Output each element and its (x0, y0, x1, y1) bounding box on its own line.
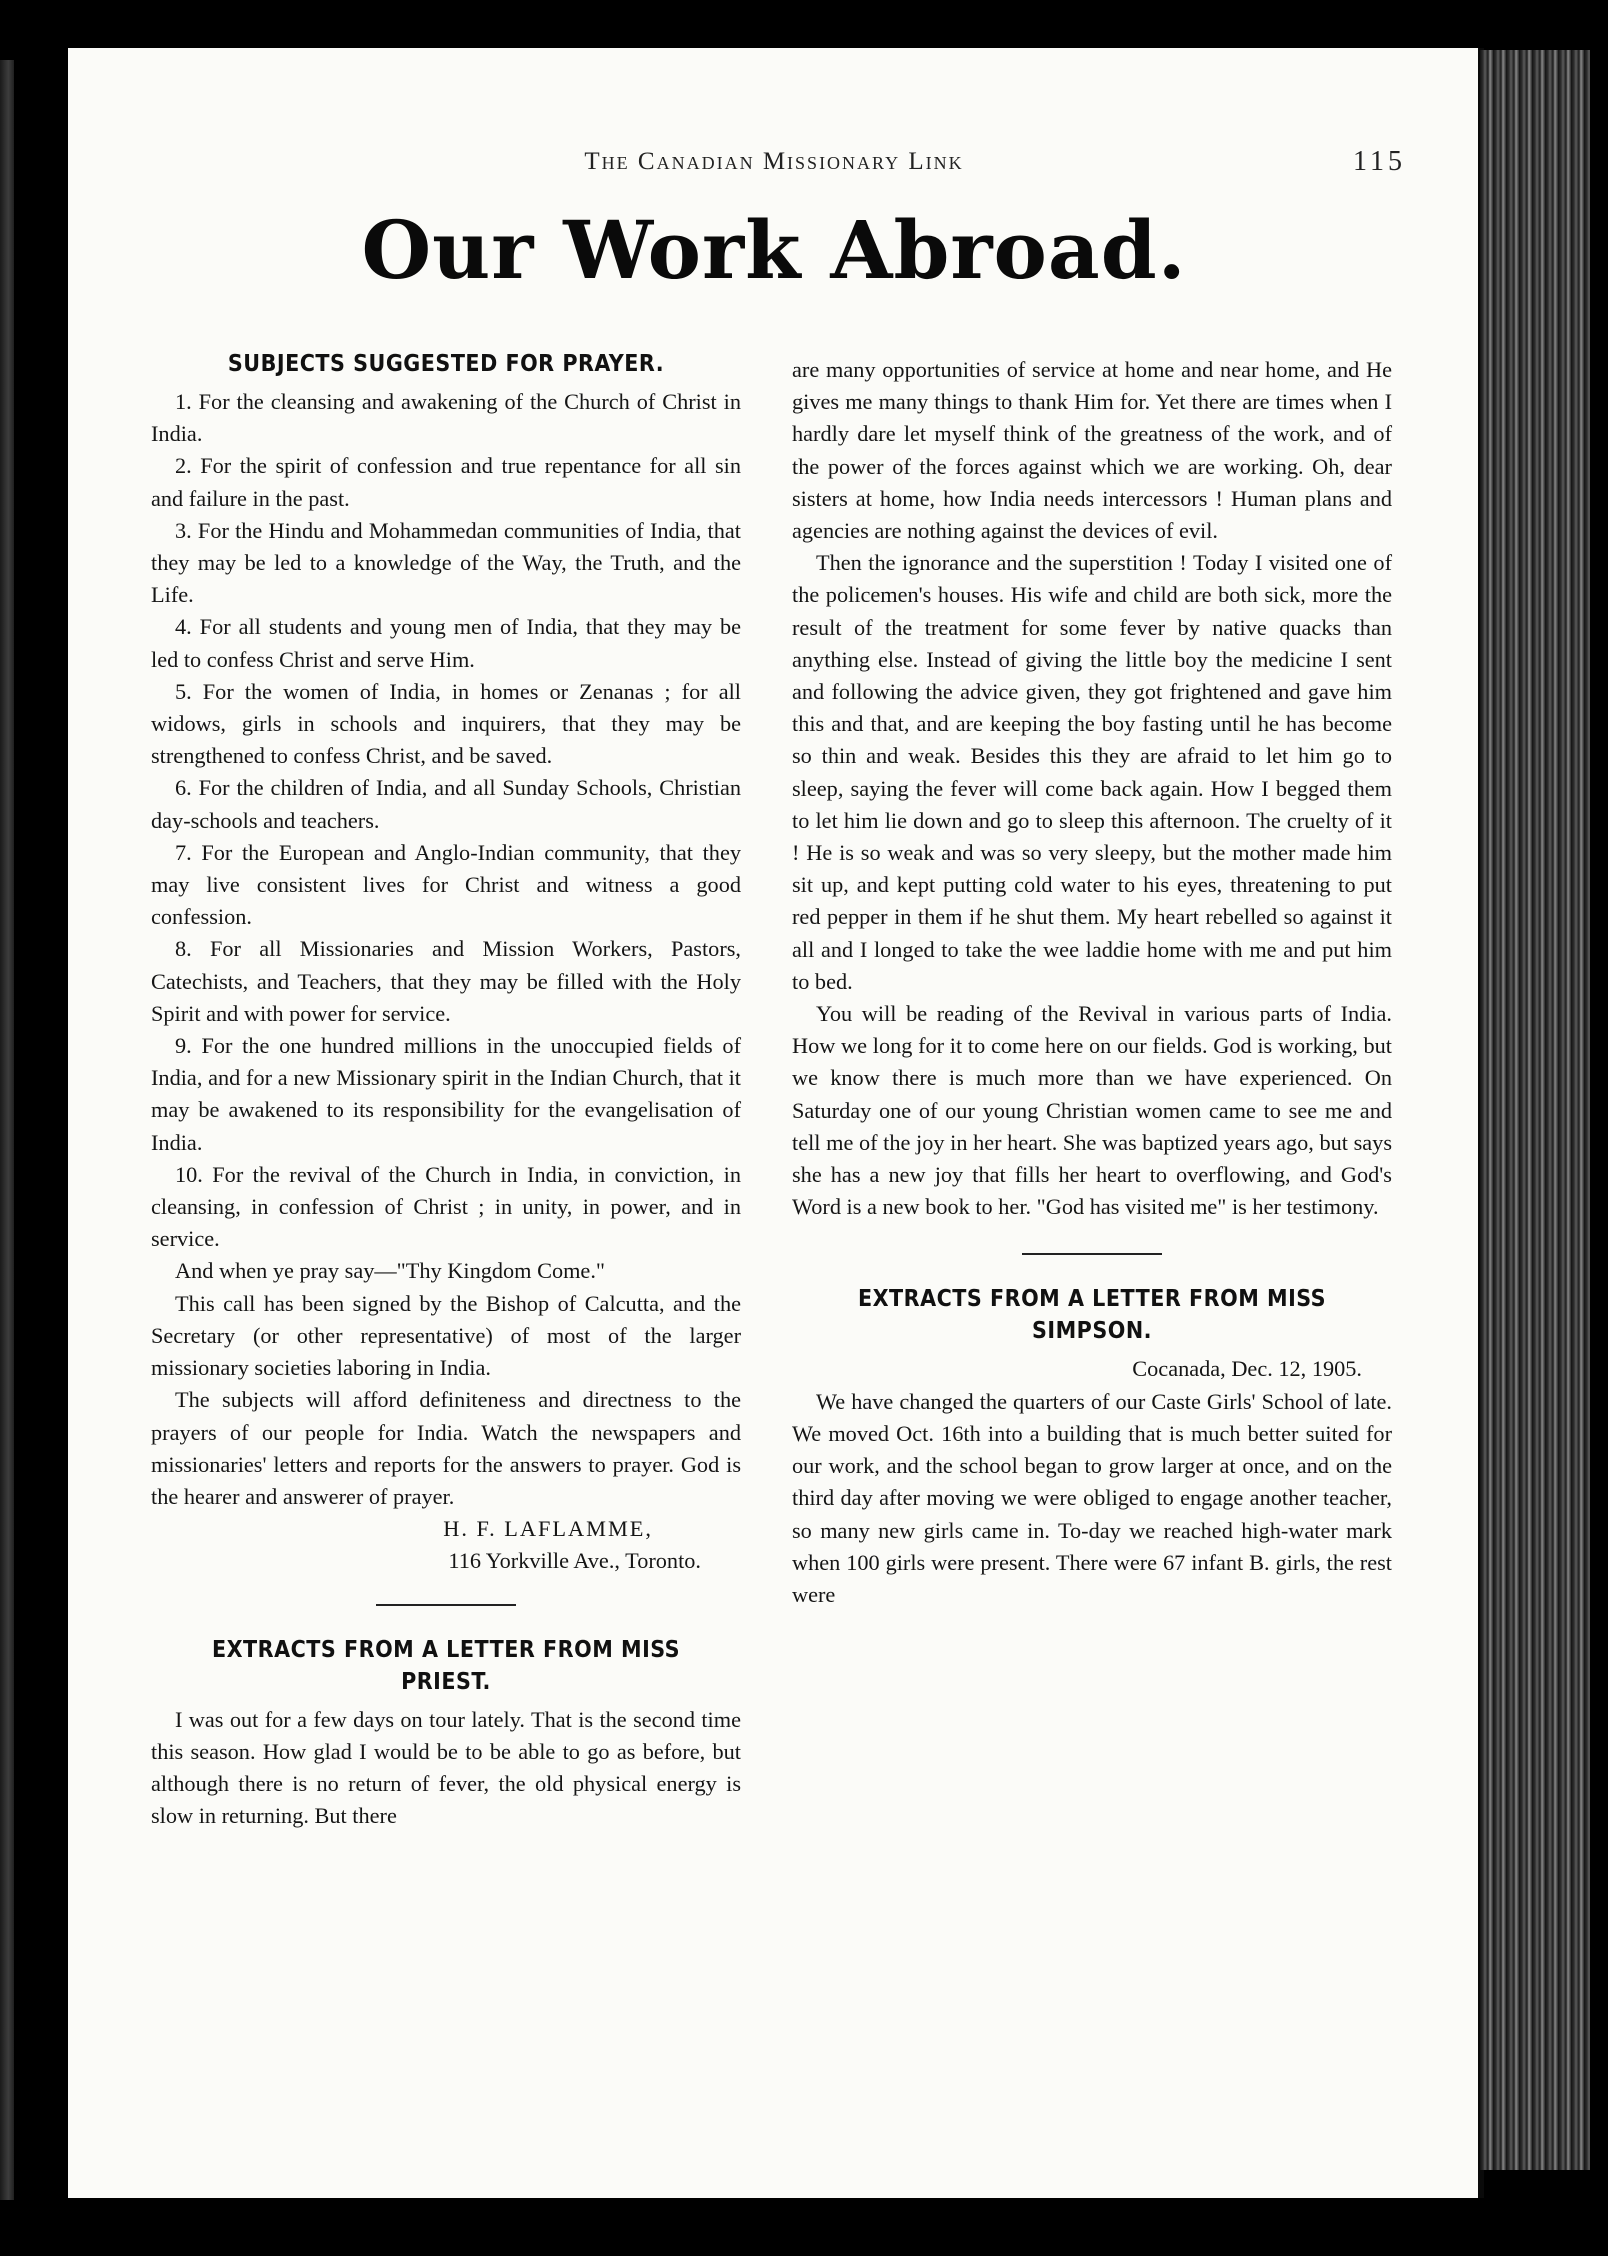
signature-name: H. F. LAFLAMME, (443, 1516, 653, 1542)
prayer-paragraph: 6. For the children of India, and all Sunday Schools, Christian day-schools and teachers. (151, 775, 741, 833)
section-divider (376, 1604, 516, 1606)
left-binding-edge (0, 60, 14, 2200)
simpson-paragraph-1: We have changed the quarters of our Caste Girls' School of late. We moved Oct. 16th into a building that is much better suited for our work, and the school began to grow larger at once, and on the third day after moving we were obliged to engage another teacher, so many new girls came in. To-day we reached high-water mark when 100 girls were present. There were 67 infant B. girls, the rest were (792, 1388, 1392, 1607)
prayer-paragraph: 1. For the cleansing and awakening of the Church of Christ in India. (151, 389, 741, 447)
section-divider (1022, 1253, 1162, 1255)
prayer-paragraph: This call has been signed by the Bishop of Calcutta, and the Secretary (or other representative) of most of the larger missionary societies laboring in India. (151, 1290, 741, 1381)
prayer-paragraph: 8. For all Missionaries and Mission Workers, Pastors, Catechists, and Teachers, that they may be filled with the Holy Spirit and with power for service. (151, 936, 741, 1026)
signature-address: 116 Yorkville Ave., Toronto. (448, 1548, 701, 1574)
prayer-heading: SUBJECTS SUGGESTED FOR PRAYER. (227, 351, 665, 377)
running-head: The Canadian Missionary Link (584, 148, 964, 175)
priest-paragraph-2: Then the ignorance and the superstition ! Today I visited one of the policemen's houses. His wife and child are both sick, more the result of the treatment for some fever by native quacks than anything else. Instead of giving the little boy the medicine I sent and following the advice given, they got frightened and gave him this and that, and are keeping the boy fasting until he has become so thin and weak. Besides this they are afraid to let him go to sleep, saying the fever will come back again. How I begged them to let him lie down and go to sleep this afternoon. The cruelty of it ! He is so weak and was so very sleepy, but the mother made him sit up, and kept putting cold water to his eyes, threatening to put red pepper in them if he shut them. My heart rebelled so against it all and I longed to take the wee laddie home with me and put him to bed. (792, 550, 1392, 994)
priest-heading: EXTRACTS FROM A LETTER FROM MISS PRIEST. (211, 1636, 681, 1695)
prayer-paragraph: The subjects will afford definiteness and directness to the prayers of our people for India. Watch the newspapers and missionaries' letters and reports for the answers to prayer. God is the hearer and answerer of prayer. (151, 1387, 741, 1509)
magazine-page (68, 48, 1480, 2198)
prayer-paragraph: 7. For the European and Anglo-Indian community, that they may live consistent lives for Christ and witness a good confession. (151, 839, 741, 930)
prayer-paragraph: And when ye pray say—"Thy Kingdom Come." (175, 1258, 606, 1284)
page-number: 115 (1353, 146, 1406, 177)
prayer-paragraph: 5. For the women of India, in homes or Zenanas ; for all widows, girls in schools and inquirers, that they may be strengthened to confess Christ, and be saved. (151, 678, 741, 769)
right-binding-edge (1480, 50, 1590, 2170)
simpson-dateline: Cocanada, Dec. 12, 1905. (1132, 1356, 1362, 1382)
prayer-list (151, 386, 741, 1513)
prayer-paragraph: 3. For the Hindu and Mohammedan communities of India, that they may be led to a knowledge of the Way, the Truth, and the Life. (151, 517, 741, 608)
prayer-paragraph: 10. For the revival of the Church in India, in conviction, in cleansing, in confession of Christ ; in unity, in power, and in service. (151, 1161, 741, 1252)
right-column (792, 354, 1392, 1611)
prayer-paragraph: 4. For all students and young men of India, that they may be led to confess Christ and serve Him. (151, 614, 741, 672)
priest-paragraph-start: I was out for a few days on tour lately. That is the second time this season. How glad I would be to be able to go as before, but although there is no return of fever, the old physical energy is slow in returning. But there (151, 1706, 741, 1829)
prayer-paragraph: 9. For the one hundred millions in the unoccupied fields of India, and for a new Missionary spirit in the Indian Church, that it may be awakened to its responsibility for the evangelisation of India. (151, 1033, 741, 1155)
prayer-paragraph: 2. For the spirit of confession and true repentance for all sin and failure in the past. (151, 453, 741, 511)
page-title: Our Work Abroad. (361, 203, 1187, 297)
left-column (151, 348, 741, 1832)
priest-paragraph-continued: are many opportunities of service at home and near home, and He gives me many things to thank Him for. Yet there are times when I hardly dare let myself think of the greatness of the work, and of the power of the forces against which we are working. Oh, dear sisters at home, how India needs intercessors ! Human plans and agencies are nothing against the devices of evil. (792, 357, 1392, 544)
simpson-heading: EXTRACTS FROM A LETTER FROM MISS SIMPSON. (857, 1286, 1327, 1345)
priest-paragraph-3: You will be reading of the Revival in various parts of India. How we long for it to come here on our fields. God is working, but we know there is much more than we have experienced. On Saturday one of our young Christian women came to see me and tell me of the joy in her heart. She was baptized years ago, but says she has a new joy that fills her heart to overflowing, and God's Word is a new book to her. "God has visited me" is her testimony. (792, 1001, 1392, 1220)
